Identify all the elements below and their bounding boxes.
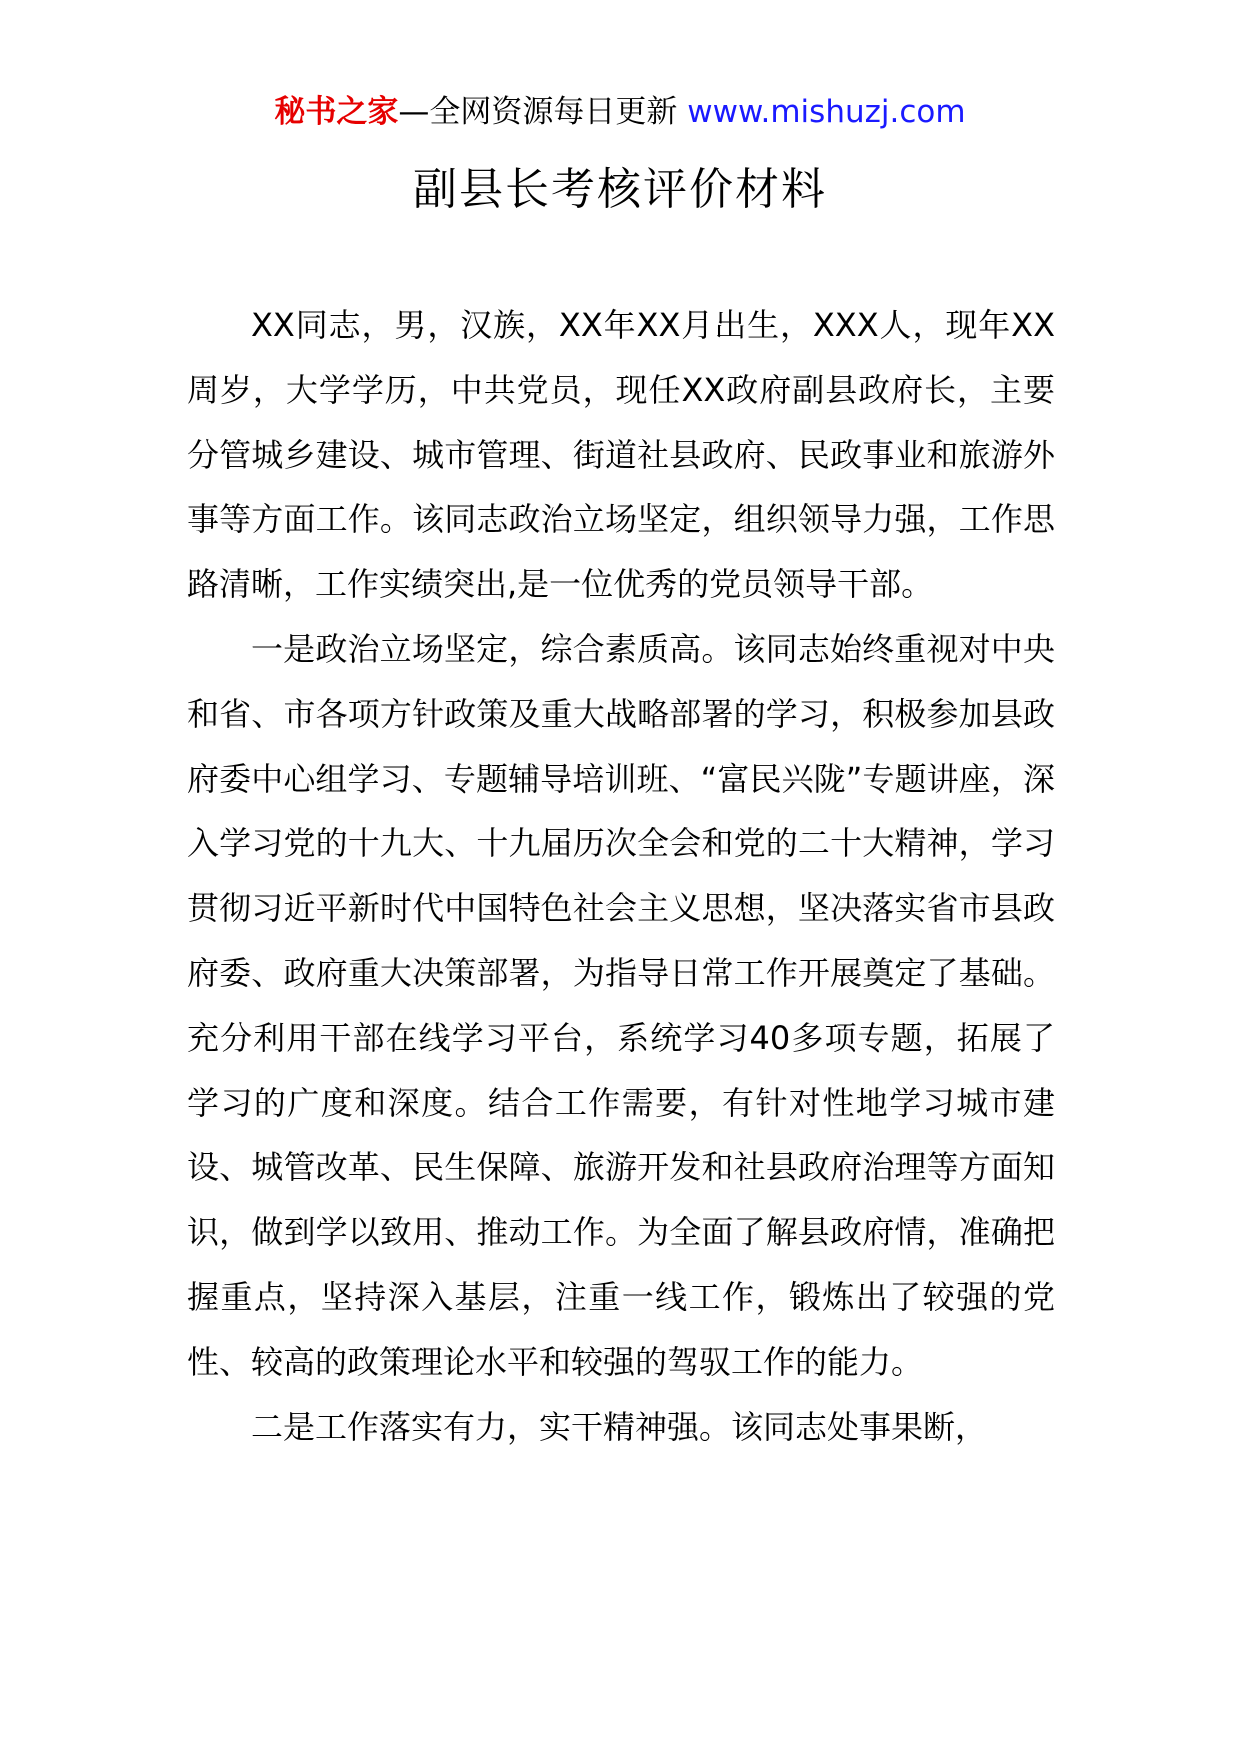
site-tagline: —全网资源每日更新	[398, 94, 688, 130]
paragraph-lead: 二是工作落实有力，实干精神强。	[251, 1407, 732, 1446]
paragraph-intro	[187, 293, 1055, 617]
paragraph-lead: 一是政治立场坚定，综合素质高。	[251, 629, 734, 668]
paragraph-point-one	[187, 617, 1055, 1395]
site-url: www.mishuzj.com	[687, 94, 966, 130]
paragraph-text: 该同志始终重视对中央和省、市各项方针政策及重大战略部署的学习，积极参加县政府委中心组学习、专题辅导培训班、“富民兴陇”专题讲座，深入学习党的十九大、十九届历次全会和党的二十大精神，学习贯彻习近平新时代中国特色社会主义思想，坚决落实省市县政府委、政府重大决策部署，为指导日常工作开展奠定了基础。充分利用干部在线学习平台，系统学习40多项专题，拓展了学习的广度和深度。结合工作需要，有针对性地学习城市建设、城管改革、民生保障、旅游开发和社县政府治理等方面知识，做到学以致用、推动工作。为全面了解县政府情，准确把握重点，坚持深入基层，注重一线工作，锻炼出了较强的党性、较高的政策理论水平和较强的驾驭工作的能力。	[187, 629, 1055, 1381]
paragraph-point-two	[187, 1395, 1055, 1460]
site-watermark-header	[0, 92, 1240, 132]
paragraph-text: XX同志，男，汉族，XX年XX月出生，XXX人，现年XX周岁，大学学历，中共党员，现任XX政府副县政府长，主要分管城乡建设、城市管理、街道社县政府、民政事业和旅游外事等方面工作。该同志政治立场坚定，组织领导力强，工作思路清晰，工作实绩突出,是一位优秀的党员领导干部。	[187, 306, 1055, 604]
paragraph-text: 该同志处事果断，	[731, 1407, 988, 1446]
document-body	[187, 293, 1055, 1459]
site-brand: 秘书之家	[274, 94, 399, 130]
document-title: 副县长考核评价材料	[413, 164, 827, 215]
